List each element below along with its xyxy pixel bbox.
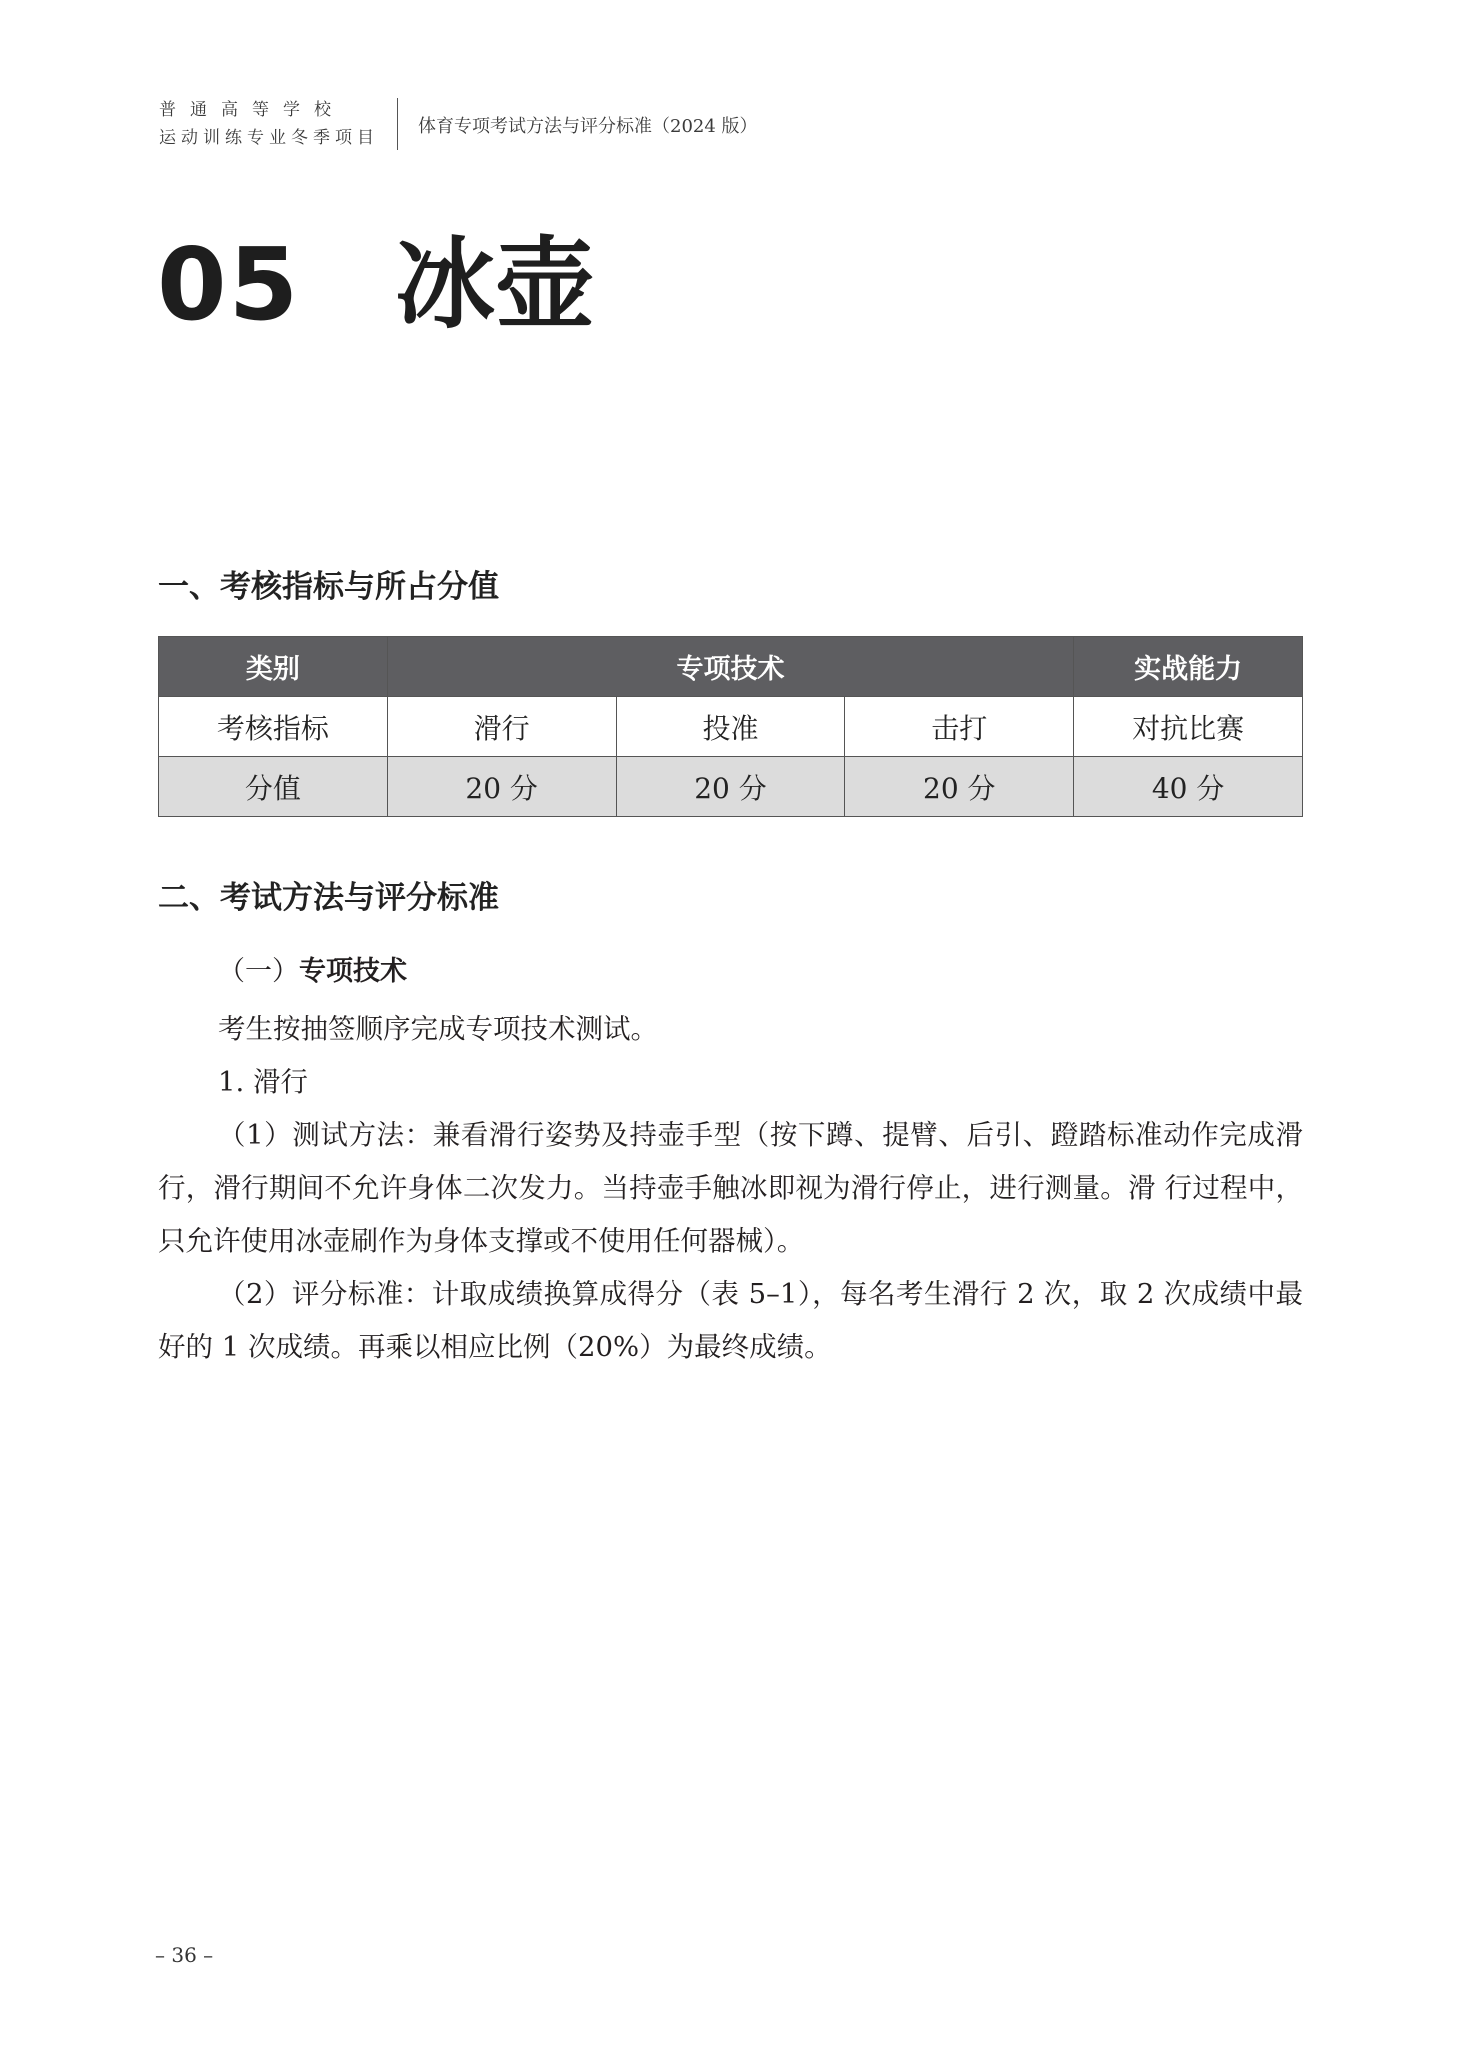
- scoring-standard-paragraph: （2）评分标准：计取成绩换算成得分（表 5–1），每名考生滑行 2 次，取 2 次成绩中最好的 1 次成绩。再乘以相应比例（20%）为最终成绩。: [158, 1278, 1303, 1363]
- test-method-paragraph: （1）测试方法：兼看滑行姿势及持壶手型（按下蹲、提臂、后引、蹬踏标准动作完成滑行，滑行期间不允许身体二次发力。当持壶手触冰即视为滑行停止，进行测量。滑 行过程中，只允许使用冰壶刷作为身体支撑或不使用任何器械）。: [158, 1119, 1303, 1257]
- table-row: [159, 757, 1303, 817]
- table-cell: 滑行: [387, 697, 616, 757]
- table-cell: 分值: [159, 757, 388, 817]
- chapter-title: 冰壶: [395, 226, 596, 343]
- table-cell: 击打: [845, 697, 1074, 757]
- header-book-title: 体育专项考试方法与评分标准（2024 版）: [418, 116, 758, 137]
- body-text: [158, 1003, 1303, 1374]
- table-row: [159, 697, 1303, 757]
- table-cell: 对抗比赛: [1074, 697, 1303, 757]
- intro-paragraph: 考生按抽签顺序完成专项技术测试。: [218, 1013, 658, 1045]
- header-series-title: [159, 98, 379, 150]
- score-table: [158, 636, 1303, 817]
- table-header-combat: 实战能力: [1074, 637, 1303, 697]
- table-cell: 考核指标: [159, 697, 388, 757]
- table-cell: 投准: [616, 697, 845, 757]
- header-line-1: 普通高等学校: [159, 100, 345, 120]
- subsection-heading: [218, 954, 407, 990]
- table-cell: 40 分: [1074, 757, 1303, 817]
- table-cell: 20 分: [845, 757, 1074, 817]
- running-header: [159, 98, 758, 150]
- header-line-2: 运动训练专业冬季项目: [159, 128, 379, 148]
- table-header-row: [159, 637, 1303, 697]
- table-header-specialty: 专项技术: [387, 637, 1073, 697]
- subsection-title: 专项技术: [299, 956, 407, 987]
- section-1-title: 一、考核指标与所占分值: [158, 569, 499, 605]
- chapter-number: 05: [157, 226, 301, 343]
- header-divider: [397, 98, 398, 150]
- table-cell: 20 分: [616, 757, 845, 817]
- table-cell: 20 分: [387, 757, 616, 817]
- section-2-title: 二、考试方法与评分标准: [158, 880, 499, 916]
- chapter-heading: [157, 226, 596, 343]
- page-number: – 36 –: [155, 1943, 214, 1967]
- subsection-number: （一）: [218, 956, 299, 987]
- item-heading: 1. 滑行: [218, 1066, 308, 1098]
- table-header-category: 类别: [159, 637, 388, 697]
